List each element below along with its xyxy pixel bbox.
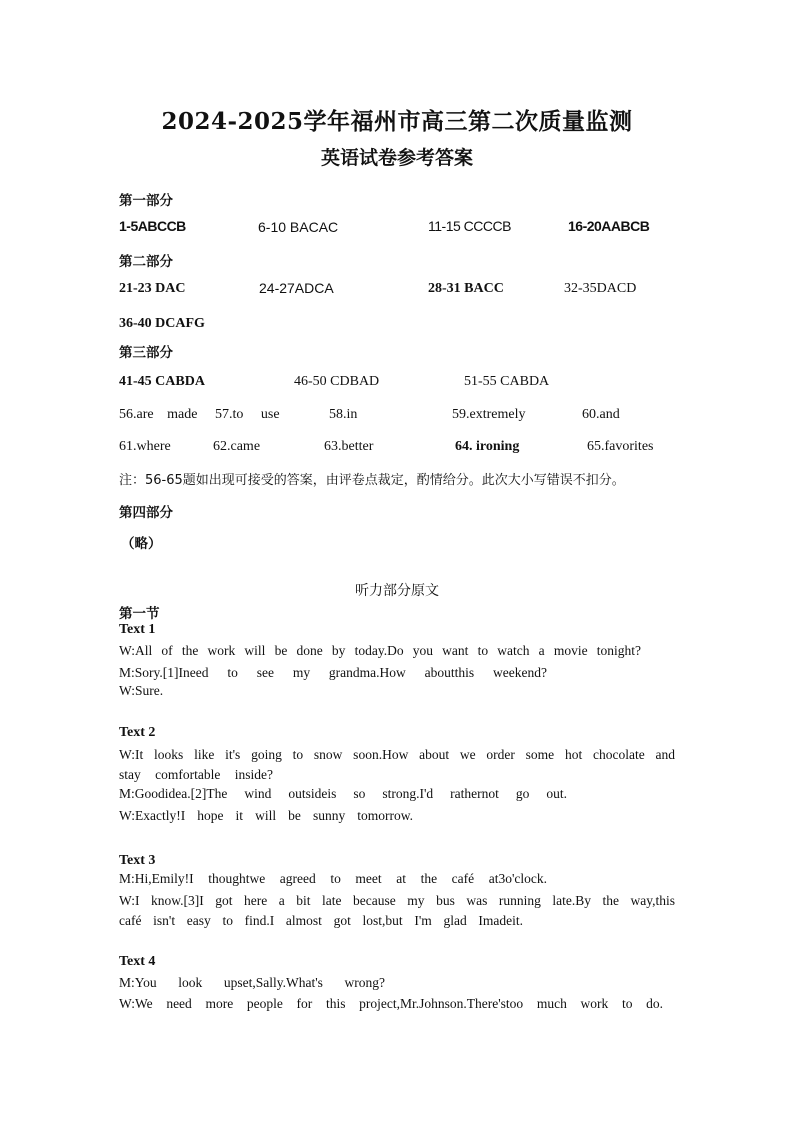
part2-answer-1: 21-23 DAC — [119, 281, 186, 296]
text-1-line-3: W:Sure. — [119, 683, 164, 698]
part3-answer-61: 61.where — [119, 439, 171, 454]
text-3-line-3: café isn't easy to find.I almost got lost,but I'm glad Imadeit. — [119, 913, 523, 928]
part2-answer-3: 28-31 BACC — [428, 281, 504, 296]
part3-answer-62: 62.came — [213, 439, 261, 454]
part3-answer-51-55: 51-55 CABDA — [464, 374, 550, 389]
text-2-line-3: M:Goodidea.[2]The wind outsideis so strong.I'd rathernot go out. — [119, 786, 567, 801]
text-4-label: Text 4 — [119, 954, 156, 969]
text-1-label: Text 1 — [119, 622, 156, 637]
part1-answer-3: 11-15 CCCCB — [428, 218, 511, 234]
part3-answer-60: 60.and — [582, 407, 620, 422]
part3-note: 注：56-65题如出现可接受的答案，由评卷点裁定，酌情给分。此次大小写错误不扣分。 — [119, 473, 625, 488]
text-4-line-2: W:We need more people for this project,Mr.Johnson.There'stoo much work to do. — [119, 996, 663, 1011]
part3-answer-63: 63.better — [324, 439, 374, 454]
text-1-line-2: M:Sory.[1]Ineed to see my grandma.How aboutthis weekend? — [119, 665, 547, 680]
part4-content: （略） — [121, 536, 162, 552]
part2-heading: 第二部分 — [119, 254, 173, 270]
part3-heading: 第三部分 — [119, 345, 173, 361]
text-2-line-1: W:It looks like it's going to snow soon.How about we order some hot chocolate and — [119, 747, 675, 762]
part3-answer-57: 57.to use — [215, 407, 280, 422]
listening-title: 听力部分原文 — [355, 583, 439, 599]
part2-answer-2: 24-27ADCA — [259, 280, 334, 296]
part3-answer-46-50: 46-50 CDBAD — [294, 374, 380, 389]
text-2-label: Text 2 — [119, 725, 156, 740]
part3-answer-65: 65.favorites — [587, 439, 654, 454]
text-2-line-4: W:Exactly!I hope it will be sunny tomorrow. — [119, 808, 413, 823]
text-4-line-1: M:You look upset,Sally.What's wrong? — [119, 975, 385, 990]
text-1-line-1: W:All of the work will be done by today.Do you want to watch a movie tonight? — [119, 643, 641, 658]
page-subtitle: 英语试卷参考答案 — [320, 147, 473, 169]
part1-heading: 第一部分 — [119, 193, 173, 209]
listening-section-heading: 第一节 — [119, 606, 160, 622]
part3-answer-56: 56.are made — [119, 407, 198, 422]
page-title: 2024-2025学年福州市高三第二次质量监测 — [161, 108, 633, 135]
text-3-line-1: M:Hi,Emily!I thoughtwe agreed to meet at the café at3o'clock. — [119, 871, 547, 886]
part2-answer-5: 36-40 DCAFG — [119, 316, 205, 331]
text-2-line-2: stay comfortable inside? — [119, 767, 273, 782]
part2-answer-4: 32-35DACD — [564, 281, 637, 296]
text-3-label: Text 3 — [119, 853, 156, 868]
part3-answer-41-45: 41-45 CABDA — [119, 374, 205, 389]
part4-heading: 第四部分 — [119, 505, 173, 521]
part3-answer-58: 58.in — [329, 407, 358, 422]
part1-answer-1: 1-5ABCCB — [119, 218, 186, 234]
part1-answer-4: 16-20AABCB — [568, 218, 650, 234]
part3-answer-59: 59.extremely — [452, 407, 526, 422]
text-3-line-2: W:I know.[3]I got here a bit late because my bus was running late.By the way,this — [119, 893, 675, 908]
part3-answer-64: 64. ironing — [455, 439, 520, 454]
part1-answer-2: 6-10 BACAC — [258, 219, 339, 235]
